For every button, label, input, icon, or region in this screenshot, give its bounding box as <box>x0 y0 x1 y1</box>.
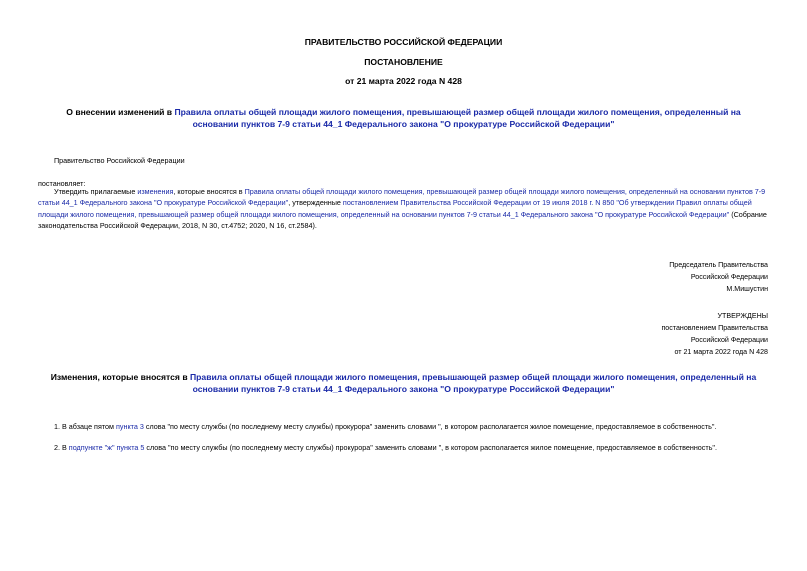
title-rules-link-cont[interactable]: основании пунктов 7-9 статьи 44_1 Федерального закона "О прокуратуре Российской Федерации" <box>192 119 615 129</box>
item-2-link[interactable]: подпункте "ж" пункта 5 <box>68 443 145 452</box>
p1-text-e: законодательства Российской Федерации, 2018, N 30, ст.4752; 2020, N 16, ст.2584). <box>38 221 317 231</box>
p1-text-a: Утвердить прилагаемые <box>54 187 138 196</box>
approved-date: от 21 марта 2022 года N 428 <box>674 348 768 356</box>
changes-title-link-cont[interactable]: основании пунктов 7-9 статьи 44_1 Федерального закона "О прокуратуре Российской Федерации" <box>192 384 615 394</box>
change-item-1 <box>54 421 716 432</box>
approved-by: постановлением Правительства <box>661 324 768 332</box>
title-prefix: О внесении изменений в <box>66 107 175 117</box>
p1-text-d: (Собрание <box>729 209 767 219</box>
item-1-link[interactable]: пункта 3 <box>116 422 144 431</box>
changes-link[interactable]: изменения <box>137 187 174 196</box>
change-item-2 <box>54 442 717 453</box>
signature-name: М.Мишустин <box>726 285 768 293</box>
resolution-850-link[interactable]: постановлением Правительства Российской Федерации от 19 июля 2018 г. N 850 "Об утверждении Правил оплаты общей <box>342 198 752 208</box>
item-1-text-a: 1. В абзаце пятом <box>54 422 116 431</box>
decides-label: постановляет: <box>38 179 86 188</box>
item-1-text-b: слова "по месту службы (по последнему месту службы) прокурора" заменить словами ", в котором располагается жилое помещение, предоставляемое в собственность". <box>143 422 717 431</box>
changes-title <box>0 371 807 395</box>
rules-link[interactable]: Правила оплаты общей площади жилого помещения, превышающей размер общей площади жилого помещения, определенный на основании пунктов 7-9 <box>244 187 766 196</box>
document-type: ПОСТАНОВЛЕНИЕ <box>364 57 443 67</box>
document-title <box>0 106 807 130</box>
main-paragraph <box>38 186 772 232</box>
changes-title-prefix: Изменения, которые вносятся в <box>50 372 190 382</box>
p1-text-c: , утвержденные <box>288 198 343 208</box>
changes-title-link[interactable]: Правила оплаты общей площади жилого помещения, превышающей размер общей площади жилого помещения, определенный на <box>190 372 757 382</box>
p1-text-b: , которые вносятся в <box>173 187 245 196</box>
title-rules-link[interactable]: Правила оплаты общей площади жилого помещения, превышающей размер общей площади жилого помещения, определенный на <box>174 107 741 117</box>
approved-label: УТВЕРЖДЕНЫ <box>717 312 768 320</box>
signature-block <box>669 259 768 295</box>
resolution-850-link-cont[interactable]: площади жилого помещения, превышающей размер общей площади жилого помещения, определенный на основании пунктов 7-9 статьи 44_1 Федерального закона "О прокуратуре Российской Федерации" <box>38 209 730 219</box>
signature-org: Российской Федерации <box>690 273 768 281</box>
signature-position: Председатель Правительства <box>669 261 768 269</box>
document-date: от 21 марта 2022 года N 428 <box>345 76 462 86</box>
approved-org: Российской Федерации <box>690 336 768 344</box>
issuer: Правительство Российской Федерации <box>54 156 185 165</box>
item-2-text-a: 2. В <box>54 443 69 452</box>
rules-link-cont[interactable]: статьи 44_1 Федерального закона "О прокуратуре Российской Федерации" <box>38 198 289 208</box>
approved-block <box>661 310 768 358</box>
government-heading: ПРАВИТЕЛЬСТВО РОССИЙСКОЙ ФЕДЕРАЦИИ <box>304 37 503 47</box>
item-2-text-b: слова "по месту службы (по последнему месту службы) прокурора" заменить словами ", в котором располагается жилое помещение, предоставляемое в собственность". <box>144 443 717 452</box>
